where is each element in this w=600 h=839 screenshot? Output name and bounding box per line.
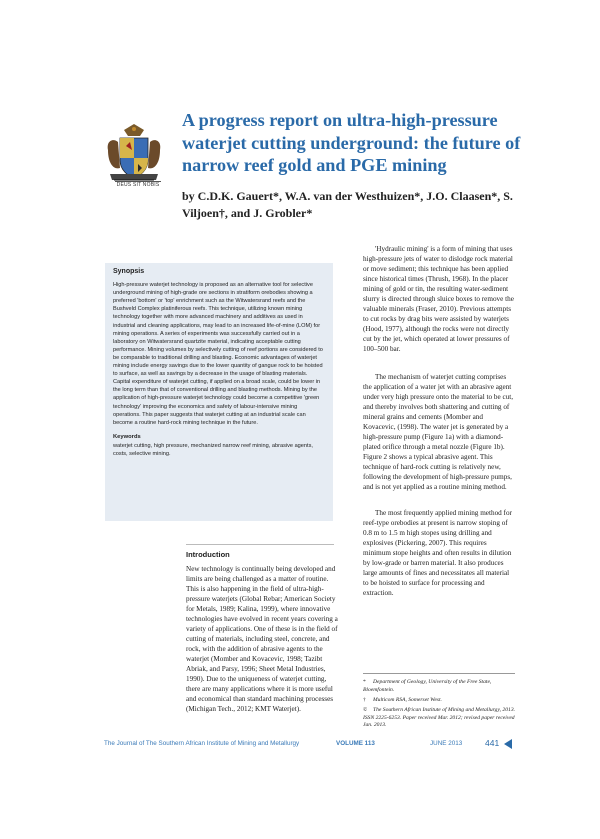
introduction-divider: [186, 544, 334, 545]
footer-volume: VOLUME 113: [336, 740, 375, 747]
body-paragraph-hydraulic-mining: 'Hydraulic mining' is a form of mining that uses high-pressure jets of water to dislodge rock material or move sediment; this technique has been applied since historical times (Thrush, 1968). In the placer mining of gold or tin, the resulting water-sediment slurry is directed through sluice boxes to remove the valuable minerals (Fraser, 2010). Previous attempts to cut rocks by drag bits were assisted by waterjets (Hood, 1977), although the rocks were not directly cut by the jet, which operated at lower pressures of 100–500 bar.: [363, 245, 514, 353]
page-arrow-icon: [504, 739, 512, 749]
body-paragraph-mining-method: The most frequently applied mining method for reef-type orebodies at present is narrow stoping of 0.8 m to 1.5 m high stopes using drilling and explosives (Pickering, 2007). This requires minimum stope heights and often results in dilution by low-grade or barren material. It also produces large amounts of fines and necessitates all material to be hoisted to surface for processing and extraction.: [363, 509, 512, 597]
footer-journal-name: The Journal of The Southern African Institute of Mining and Metallurgy: [104, 740, 300, 747]
footnote-3-text: The Southern African Institute of Mining and Metallurgy, 2013. ISSN 2225-6253. Paper received Mar. 2012; revised paper received Jan. 2013.: [363, 707, 516, 729]
synopsis-text: High-pressure waterjet technology is proposed as an alternative tool for selective underground mining of high-grade ore sections in stratiform orebodies showing a preferred 'bottom' or 'top' enrichment such as the Witwatersrand reefs and the Bushveld Complex platiniferous reefs. This technique, utilizing known mining technology together with more advanced machinery and additives as used in industrial and cleaning applications, may lead to an increased life-of-mine (LOM) for mining operations. A series of experiments was successfully carried out in a laboratory on Witwatersrand quartzite material, indicating acceptable cutting performance. Mining volumes by selectively cutting of reef portions are considered to be comparable to traditional drilling and blasting. Economic advantages of waterjet mining include energy savings due to the lower quantity of gangue rock to be hoisted to surface, as well as savings by a decrease in the usage of blasting materials. Capital expenditure of waterjet cutting, if applied on a broad scale, could be lower in the long term than that of conventional drilling and blasting methods. Mining by the application of high-pressure waterjet technology could become a competitive 'green technology' improving the economics and safety of labour-intensive mining operations. This paper suggests that waterjet cutting at an industrial scale can become a routine hard-rock mining technique in the future.: [113, 282, 323, 426]
page-number: 441: [485, 738, 500, 748]
footnote-3-mark: ©: [363, 707, 368, 713]
footnote-2-mark: †: [363, 697, 366, 703]
article-title: A progress report on ultra-high-pressure waterjet cutting underground: the future of narrow reef gold and PGE mining: [182, 110, 521, 175]
footnote-1-text: Department of Geology, University of the Free State, Bloemfontein.: [363, 679, 492, 693]
introduction-heading: Introduction: [186, 550, 230, 559]
synopsis-box: [105, 263, 333, 521]
footnote-1: [363, 679, 516, 694]
footnote-divider: [363, 673, 515, 674]
keywords-heading: Keywords: [113, 433, 141, 440]
footnote-2-text: Multicom RSA, Somerset West.: [373, 697, 442, 703]
body-paragraph-mechanism: The mechanism of waterjet cutting comprises the application of a water jet with an abrasive agent under very high pressure onto the material to be cut, and thereby involves both shattering and cutting of mineral grains and cements (Momber and Kovacevic, (1998). The water jet is generated by a high-pressure pump (Figure 1a) with a diamond-plated orifice through a metal nozzle (Figure 1b). Figure 2 shows a typical abrasive agent. This technique of hard-rock cutting is relatively new, following the development of high-pressure pumps, and is not yet applied as a routine mining method.: [363, 373, 514, 491]
logo-motto: DEUS SIT NOBIS: [116, 182, 160, 188]
footnote-1-mark: *: [363, 679, 366, 685]
footnote-3: [363, 707, 516, 730]
footnote-2: [363, 697, 516, 705]
author-list: by C.D.K. Gauert*, W.A. van der Westhuizen*, J.O. Claasen*, S. Viljoen†, and J. Grobler*: [182, 189, 513, 220]
synopsis-heading: Synopsis: [113, 268, 145, 275]
introduction-text: New technology is continually being developed and limits are being challenged as a matter of routine. This is also happening in the field of ultra-high-pressure waterjets (Global Rebar; American Society for Metals, 1989; Kalina, 1999), where innovative technologies have evolved in recent years covering a variety of applications. One of these is in the field of cutting of materials, including steel, concrete, and rock, with the addition of abrasive agents to the waterjet (Momber and Kovacevic, 1998; Tazibt Abriak, and Parsy, 1996; Sheet Metal Industries, 1990). Due to the uniqueness of waterjet cutting, there are many applications where it is more useful and economical than standard machining processes (Michigan Tech., 2012; KMT Waterjet).: [186, 565, 338, 713]
footer-date: JUNE 2013: [430, 740, 463, 747]
keywords-text: waterjet cutting, high pressure, mechanized narrow reef mining, abrasive agents, costs, selective mining.: [113, 442, 313, 457]
